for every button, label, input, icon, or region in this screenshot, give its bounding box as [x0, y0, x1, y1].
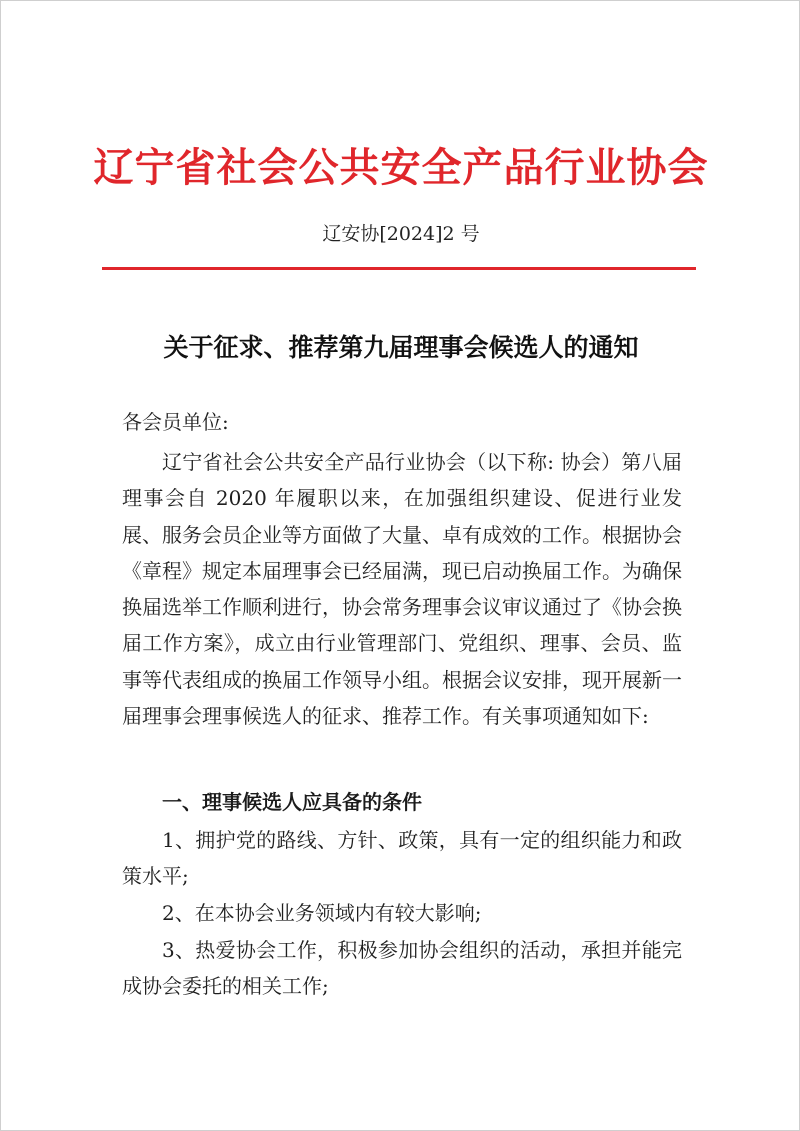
- red-divider: [102, 267, 696, 270]
- intro-paragraph: 辽宁省社会公共安全产品行业协会（以下称: 协会）第八届理事会自 2020 年履职以来，在加强组织建设、促进行业发展、服务会员企业等方面做了大量、卓有成效的工作。根据协会《章程》规定本届理事会已经届满，现已启动换届工作。为确保换届选举工作顺利进行，协会常务理事会议审议通过了《协会换届工作方案》，成立由行业管理部门、党组织、理事、会员、监事等代表组成的换届工作领导小组。根据会议安排，现开展新一届理事会理事候选人的征求、推荐工作。有关事项通知如下:: [122, 450, 682, 729]
- condition-item: 3、热爱协会工作，积极参加协会组织的活动，承担并能完成协会委托的相关工作;: [122, 938, 682, 999]
- notice-title: 关于征求、推荐第九届理事会候选人的通知: [163, 333, 639, 362]
- document-number: 辽安协[2024]2 号: [322, 223, 480, 245]
- organization-title: 辽宁省社会公共安全产品行业协会: [93, 144, 709, 191]
- condition-item: 1、拥护党的路线、方针、政策，具有一定的组织能力和政策水平;: [122, 828, 682, 889]
- section-heading-conditions: 一、理事候选人应具备的条件: [162, 790, 422, 814]
- condition-item: 2、在本协会业务领域内有较大影响;: [162, 901, 482, 925]
- salutation: 各会员单位:: [122, 410, 229, 434]
